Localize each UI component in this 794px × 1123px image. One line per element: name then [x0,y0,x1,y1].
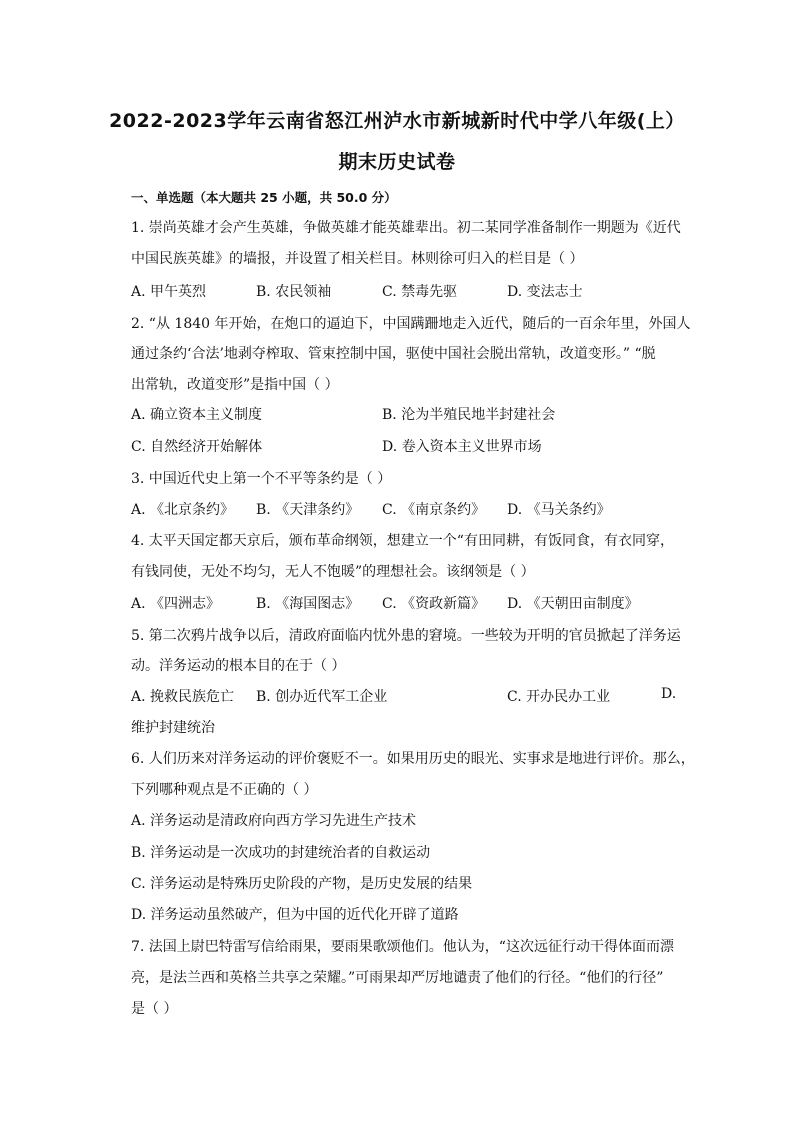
question-text: 4. 太平天国定都天京后，颁布革命纲领，想建立一个“有田同耕，有饭同食，有衣同穿， [131,533,674,549]
question-text: 动。洋务运动的根本目的在于（ ） [131,658,346,674]
option-b: B. 《海国图志》 [256,596,360,612]
question-text: 通过条约‘合法’地剥夺榨取、管束控制中国，驱使中国社会脱出常轨，改道变形。” “脱 [131,346,656,362]
question-text: 7. 法国上尉巴特雷写信给雨果，要雨果歌颂他们。他认为，“这次远征行动干得体面而漂 [131,939,674,955]
question-text: 中国民族英雄》的墙报，并设置了相关栏目。林则徐可归入的栏目是（ ） [131,251,584,267]
section-heading: 一、单选题（本大题共 25 小题，共 50.0 分） [131,190,397,205]
question-text: 3. 中国近代史上第一个不平等条约是（ ） [131,471,392,487]
question-text: 下列哪种观点是不正确的（ ） [131,782,318,798]
option-a: A. 洋务运动是清政府向西方学习先进生产技术 [131,813,417,829]
option-d: D. 变法志士 [507,284,583,300]
option-b: B. 《天津条约》 [256,502,360,518]
option-d: D. 《天朝田亩制度》 [507,596,639,612]
option-a: A. 《四洲志》 [131,596,221,612]
option-c: C. 《资政新篇》 [382,596,486,612]
question-text: 有钱同使，无处不均匀，无人不饱暖”的理想社会。该纲领是（ ） [131,564,535,580]
option-c: C. 禁毒先驱 [382,284,458,300]
question-text: 2. “从 1840 年开始，在炮口的逼迫下，中国蹒跚地走入近代，随后的一百余年里，外国人 [131,316,691,332]
option-b: B. 农民领袖 [256,284,332,300]
option-a: A. 甲午英烈 [131,284,207,300]
question-text: 亮，是法兰西和英格兰共享之荣耀。”可雨果却严厉地谴责了他们的行径。“他们的行径” [131,970,664,986]
exam-title: 2022-2023学年云南省怒江州泸水市新城新时代中学八年级(上） [109,110,685,132]
question-text: 是（ ） [131,1001,178,1017]
option-c: C. 《南京条约》 [382,502,486,518]
option-d: D. 《马关条约》 [507,502,611,518]
option-d: D. [661,686,677,702]
question-text: 出常轨，改道变形”是指中国（ ） [131,377,339,393]
option-a: A. 确立资本主义制度 [131,407,263,423]
option-d-text: 维护封建统治 [131,720,215,736]
option-d: D. 卷入资本主义世界市场 [382,439,542,455]
option-a: A. 挽救民族危亡 [131,689,235,705]
option-c: C. 自然经济开始解体 [131,439,263,455]
question-text: 1. 崇尚英雄才会产生英雄，争做英雄才能英雄辈出。初二某同学准备制作一期题为《近代 [131,220,681,236]
option-c: C. 洋务运动是特殊历史阶段的产物，是历史发展的结果 [131,876,473,892]
option-b: B. 创办近代军工企业 [256,689,388,705]
option-a: A. 《北京条约》 [131,502,235,518]
option-b: B. 沦为半殖民地半封建社会 [382,407,556,423]
question-text: 6. 人们历来对洋务运动的评价褒贬不一。如果用历史的眼光、实事求是地进行评价。那么， [131,751,695,767]
option-c: C. 开办民办工业 [507,689,611,705]
option-b: B. 洋务运动是一次成功的封建统治者的自救运动 [131,845,431,861]
question-text: 5. 第二次鸦片战争以后，清政府面临内忧外患的窘境。一些较为开明的官员掀起了洋务运 [131,628,681,644]
option-d: D. 洋务运动虽然破产，但为中国的近代化开辟了道路 [131,907,459,923]
exam-subtitle: 期末历史试卷 [338,151,456,173]
